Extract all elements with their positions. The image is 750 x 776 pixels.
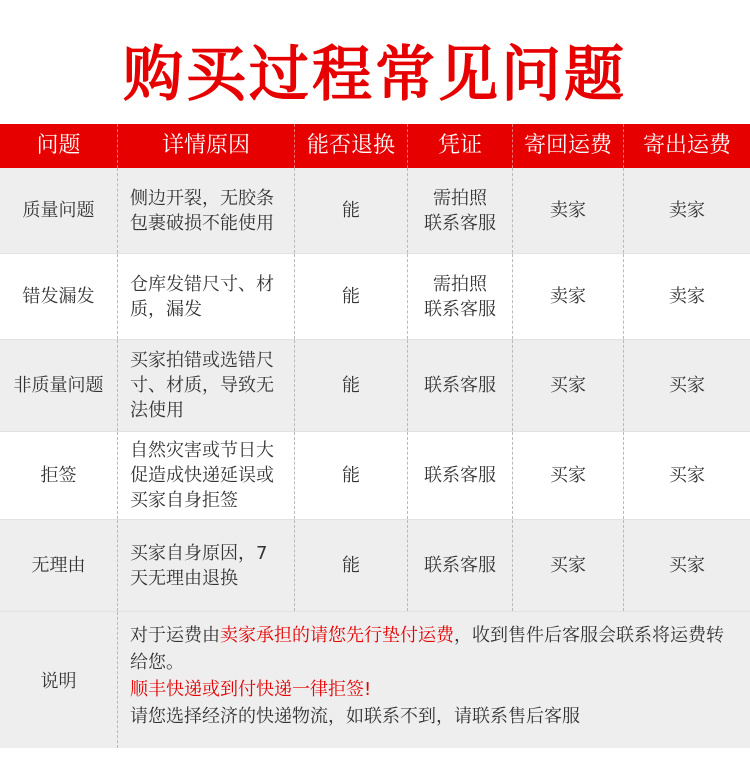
return-fee-cell: 买家 [513, 520, 624, 611]
returnable-cell: 能 [295, 168, 408, 253]
note-line1 [130, 622, 740, 676]
note-line2-warning: 顺丰快递或到付快递一律拒签! [130, 679, 372, 700]
table-row [0, 254, 750, 340]
return-fee-cell: 买家 [513, 432, 624, 519]
detail-cell: 自然灾害或节日大促造成快递延误或买家自身拒签 [118, 432, 295, 519]
send-fee-cell: 卖家 [669, 286, 705, 307]
header-proof: 凭证 [408, 124, 513, 168]
return-fee-cell: 卖家 [513, 254, 624, 339]
table-row [0, 340, 750, 432]
send-fee-cell: 卖家 [669, 200, 705, 221]
issue-cell: 质量问题 [0, 168, 118, 253]
proof-cell [408, 168, 513, 253]
header-send-fee: 寄出运费 [642, 133, 731, 158]
proof-cell [408, 254, 513, 339]
return-fee-cell: 卖家 [513, 168, 624, 253]
note-label: 说明 [0, 612, 118, 748]
issue-cell: 无理由 [0, 520, 118, 611]
returnable-cell: 能 [295, 340, 408, 431]
note-line1-suffix: ，收到售件后客服会联系将运费转给您。 [130, 625, 724, 673]
proof-line1: 需拍照 [433, 187, 487, 209]
note-line3: 请您选择经济的快递物流，如联系不到，请联系售后客服 [130, 706, 580, 727]
issue-cell: 错发漏发 [0, 254, 118, 339]
proof-cell: 联系客服 [408, 432, 513, 519]
detail-cell: 仓库发错尺寸、材质，漏发 [118, 254, 295, 339]
issue-cell: 拒签 [0, 432, 118, 519]
page-title: 购买过程常见问题 [123, 40, 627, 110]
table-row [0, 168, 750, 254]
issue-cell: 非质量问题 [0, 340, 118, 431]
note-line1-prefix: 对于运费由 [130, 625, 220, 646]
header-detail: 详情原因 [118, 124, 295, 168]
send-fee-cell: 买家 [669, 555, 705, 576]
table-body [0, 168, 750, 748]
returnable-cell: 能 [295, 520, 408, 611]
return-fee-cell: 买家 [513, 340, 624, 431]
proof-line1: 需拍照 [433, 273, 487, 295]
detail-cell: 侧边开裂，无胶条包裹破损不能使用 [118, 168, 295, 253]
table-row [0, 520, 750, 612]
header-issue: 问题 [0, 124, 118, 168]
proof-line2: 联系客服 [424, 298, 496, 320]
table-header [0, 124, 750, 168]
send-fee-cell: 买家 [669, 375, 705, 396]
proof-cell: 联系客服 [408, 340, 513, 431]
send-fee-cell: 买家 [669, 465, 705, 486]
detail-cell: 买家自身原因，7天无理由退换 [118, 520, 295, 611]
returnable-cell: 能 [295, 432, 408, 519]
note-row [0, 612, 750, 748]
note-line1-highlight: 卖家承担的请您先行垫付运费 [220, 625, 454, 646]
table-row [0, 432, 750, 520]
detail-cell: 买家拍错或选错尺寸、材质，导致无法使用 [118, 340, 295, 431]
header-return-fee: 寄回运费 [513, 124, 624, 168]
note-body [118, 612, 750, 748]
returnable-cell: 能 [295, 254, 408, 339]
proof-line2: 联系客服 [424, 212, 496, 234]
header-returnable: 能否退换 [295, 124, 408, 168]
proof-cell: 联系客服 [408, 520, 513, 611]
